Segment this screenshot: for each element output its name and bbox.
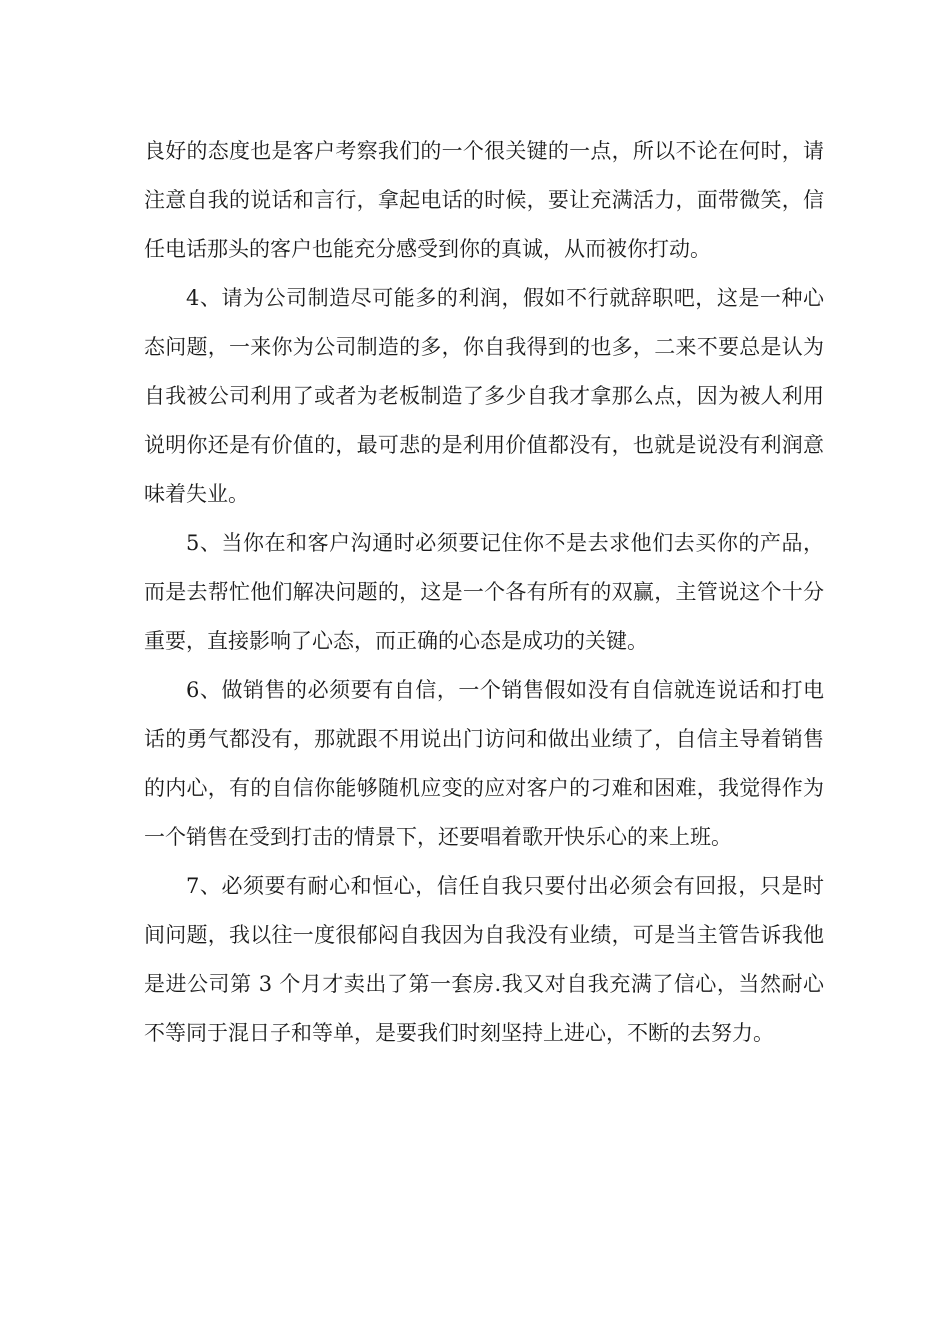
- paragraph-attitude: 良好的态度也是客户考察我们的一个很关键的一点，所以不论在何时，请注意自我的说话和言行，拿起电话的时候，要让充满活力，面带微笑，信任电话那头的客户也能充分感受到你的真诚，从而被你打动。: [144, 139, 824, 261]
- paragraph-point-7: 7、必须要有耐心和恒心，信任自我只要付出必须会有回报，只是时间问题，我以往一度很郁闷自我因为自我没有业绩，可是当主管告诉我他是进公司第 3 个月才卖出了第一套房.我又对自我充满了信心，当然耐心不等同于混日子和等单，是要我们时刻坚持上进心，不断的去努力。: [144, 874, 824, 1045]
- paragraph-point-6: 6、做销售的必须要有自信，一个销售假如没有自信就连说话和打电话的勇气都没有，那就跟不用说出门访问和做出业绩了，自信主导着销售的内心，有的自信你能够随机应变的应对客户的刁难和困难，我觉得作为一个销售在受到打击的情景下，还要唱着歌开快乐心的来上班。: [144, 678, 824, 849]
- paragraph-point-4: 4、请为公司制造尽可能多的利润，假如不行就辞职吧，这是一种心态问题，一来你为公司制造的多，你自我得到的也多，二来不要总是认为自我被公司利用了或者为老板制造了多少自我才拿那么点，因为被人利用说明你还是有价值的，最可悲的是利用价值都没有，也就是说没有利润意味着失业。: [144, 286, 824, 506]
- paragraph-point-5: 5、当你在和客户沟通时必须要记住你不是去求他们去买你的产品，而是去帮忙他们解决问题的，这是一个各有所有的双赢，主管说这个十分重要，直接影响了心态，而正确的心态是成功的关键。: [144, 531, 824, 653]
- document-body: [144, 127, 824, 1058]
